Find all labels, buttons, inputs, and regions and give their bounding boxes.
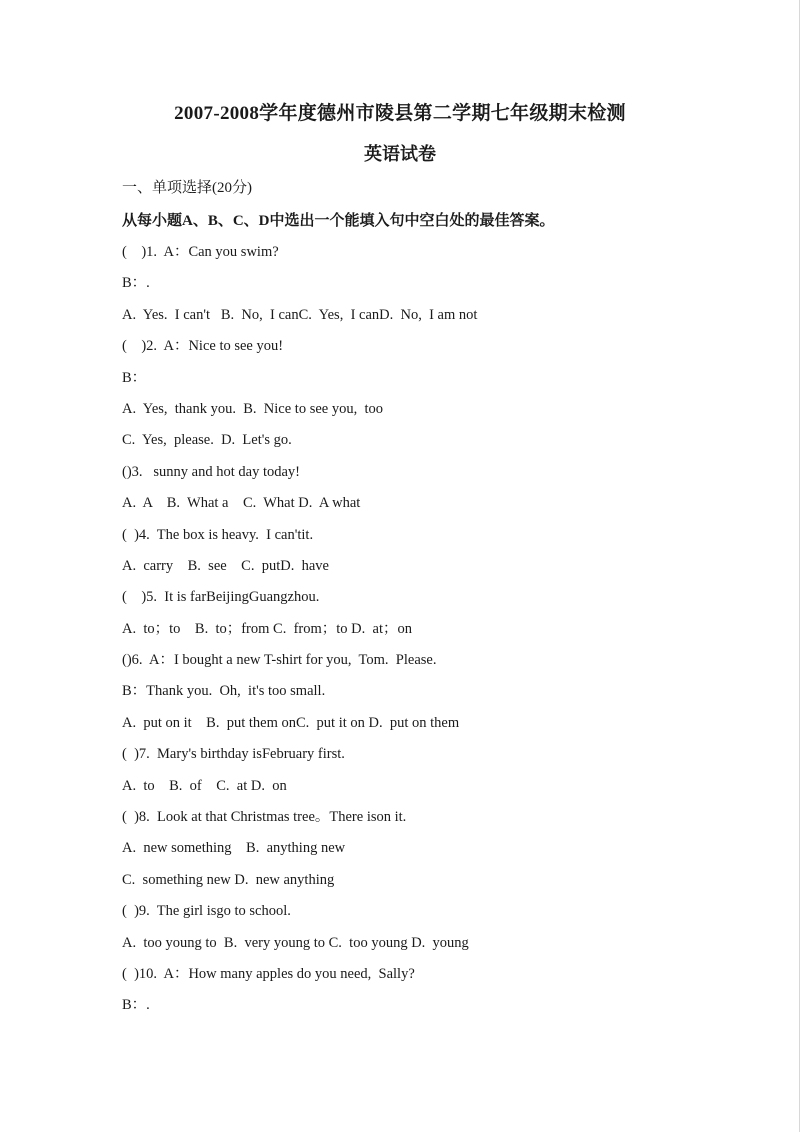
- question-line: ( )1. A：Can you swim?: [122, 244, 279, 260]
- section-heading: 一、单项选择(20分): [122, 180, 252, 196]
- question-line: ( )10. A：How many apples do you need, Sally?: [122, 965, 415, 982]
- options-line: A. A B. What a C. What D. A what: [122, 495, 361, 512]
- options-line: A. carry B. see C. putD. have: [122, 557, 329, 574]
- answer-line: B：: [122, 369, 147, 386]
- options-line: A. new something B. anything new: [122, 840, 346, 857]
- options-line: A. Yes. I can't B. No, I canC. Yes, I canD. No, I am not: [122, 306, 478, 323]
- question-line: ( )8. Look at that Christmas tree。There ison it.: [122, 809, 407, 826]
- question-line: ()6. A：I bought a new T-shirt for you, Tom. Please.: [122, 652, 437, 669]
- page-subtitle: 英语试卷: [364, 144, 436, 164]
- answer-line: B：.: [122, 275, 150, 292]
- options-line: A. to；to B. to；from C. from；to D. at；on: [122, 620, 412, 637]
- options-line: C. Yes, please. D. Let's go.: [122, 432, 292, 449]
- options-line: A. too young to B. very young to C. too young D. young: [122, 934, 469, 951]
- question-line: ( )9. The girl isgo to school.: [122, 903, 291, 920]
- question-line: ( )2. A：Nice to see you!: [122, 338, 284, 355]
- options-line: A. Yes, thank you. B. Nice to see you, too: [122, 400, 383, 417]
- answer-line: B：.: [122, 997, 150, 1014]
- answer-line: B：Thank you. Oh, it's too small.: [122, 683, 326, 700]
- section-instructions: 从每小题A、B、C、D中选出一个能填入句中空白处的最佳答案。: [122, 213, 555, 229]
- question-list: [122, 242, 477, 1027]
- question-line: ( )5. It is farBeijingGuangzhou.: [122, 589, 320, 606]
- options-line: A. put on it B. put them onC. put it on D. put on them: [122, 714, 460, 731]
- page-title: 2007-2008学年度德州市陵县第二学期七年级期末检测: [174, 103, 626, 124]
- options-line: C. something new D. new anything: [122, 871, 335, 888]
- question-line: ()3. sunny and hot day today!: [122, 463, 300, 480]
- question-line: ( )7. Mary's birthday isFebruary first.: [122, 746, 345, 763]
- options-line: A. to B. of C. at D. on: [122, 777, 287, 794]
- question-line: ( )4. The box is heavy. I can'tit.: [122, 526, 314, 543]
